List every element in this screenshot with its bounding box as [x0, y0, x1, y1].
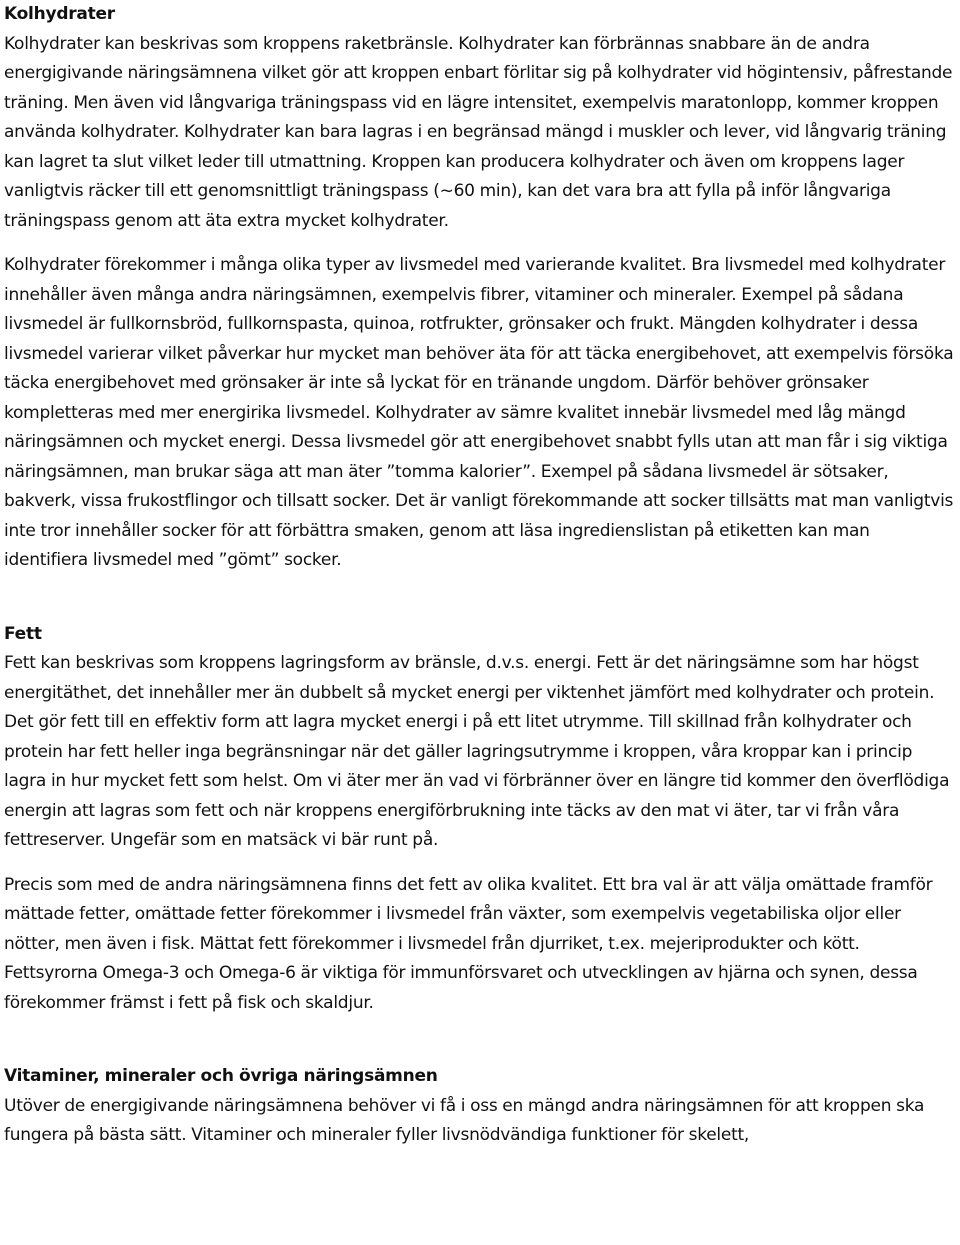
section-heading-fett: Fett — [4, 623, 42, 644]
paragraph-kolhydrater-1: Kolhydrater kan beskrivas som kroppens raketbränsle. Kolhydrater kan förbrännas snabbare än de andra energigivande näringsämnena vilket gör att kroppen enbart förlitar sig på kolhydrater vid högintensiv, påfrestande träning. Men även vid långvariga träningspass vid en lägre intensitet, exempelvis maratonlopp, kommer kroppen använda kolhydrater. Kolhydrater kan bara lagras i en begränsad mängd i muskler och lever, vid långvarig träning kan lagret ta slut vilket leder till utmattning. Kroppen kan producera kolhydrater och även om kroppens lager vanligtvis räcker till ett genomsnittligt träningspass (~60 min), kan det vara bra att fylla på inför långvariga träningspass genom att äta extra mycket kolhydrater. — [4, 33, 953, 231]
paragraph-spacer — [4, 856, 956, 871]
section-spacer — [4, 576, 956, 620]
paragraph-fett-2: Precis som med de andra näringsämnena finns det fett av olika kvalitet. Ett bra val är att välja omättade framför mättade fetter, omättade fetter förekommer i livsmedel från växter, som exempelvis vegetabiliska oljor eller nötter, men även i fisk. Mättat fett förekommer i livsmedel från djurriket, t.ex. mejeriprodukter och kött. Fettsyrorna Omega-3 och Omega-6 är viktiga för immunförsvaret och utvecklingen av hjärna och synen, dessa förekommer främst i fett på fisk och skaldjur. — [4, 874, 933, 1013]
paragraph-vitaminer-1: Utöver de energigivande näringsämnena behöver vi få i oss en mängd andra näringsämnen för att kroppen ska fungera på bästa sätt. Vitaminer och mineraler fyller livsnödvändiga funktioner för skelett, — [4, 1095, 925, 1145]
paragraph-kolhydrater-2: Kolhydrater förekommer i många olika typer av livsmedel med varierande kvalitet. Bra livsmedel med kolhydrater innehåller även många andra näringsämnen, exempelvis fibrer, vitaminer och mineraler. Exempel på sådana livsmedel är fullkornsbröd, fullkornspasta, quinoa, rotfrukter, grönsaker och frukt. Mängden kolhydrater i dessa livsmedel varierar vilket påverkar hur mycket man behöver äta för att täcka energibehovet, att exempelvis försöka täcka energibehovet med grönsaker är inte så lyckat för en tränande ungdom. Därför behöver grönsaker kompletteras med mer energirika livsmedel. Kolhydrater av sämre kvalitet innebär livsmedel med låg mängd näringsämnen och mycket energi. Dessa livsmedel gör att energibehovet snabbt fylls utan att man får i sig viktiga näringsämnen, man brukar säga att man äter ”tomma kalorier”. Exempel på sådana livsmedel är sötsaker, bakverk, vissa frukostflingor och tillsatt socker. Det är vanligt förekommande att socker tillsätts mat man vanligtvis inte tror innehåller socker för att förbättra smaken, genom att läsa ingredienslistan på etiketten kan man identifiera livsmedel med ”gömt” socker. — [4, 255, 954, 570]
paragraph-spacer — [4, 236, 956, 251]
paragraph-fett-1: Fett kan beskrivas som kroppens lagringsform av bränsle, d.v.s. energi. Fett är det näringsämne som har högst energitäthet, det innehåller mer än dubbelt så mycket energi per viktenhet jämfört med kolhydrater och protein. Det gör fett till en effektiv form att lagra mycket energi i på ett litet utrymme. Till skillnad från kolhydrater och protein har fett heller inga begränsningar när det gäller lagringsutrymme i kroppen, våra kroppar kan i princip lagra in hur mycket fett som helst. Om vi äter mer än vad vi förbränner över en längre tid kommer den överflödiga energin att lagras som fett och när kroppens energiförbrukning inte täcks av den mat vi äter, tar vi från våra fettreserver. Ungefär som en matsäck vi bär runt på. — [4, 653, 950, 850]
section-heading-vitaminer: Vitaminer, mineraler och övriga näringsämnen — [4, 1066, 438, 1086]
section-heading-kolhydrater: Kolhydrater — [4, 4, 115, 24]
section-spacer — [4, 1018, 956, 1062]
document-body — [4, 0, 956, 1151]
